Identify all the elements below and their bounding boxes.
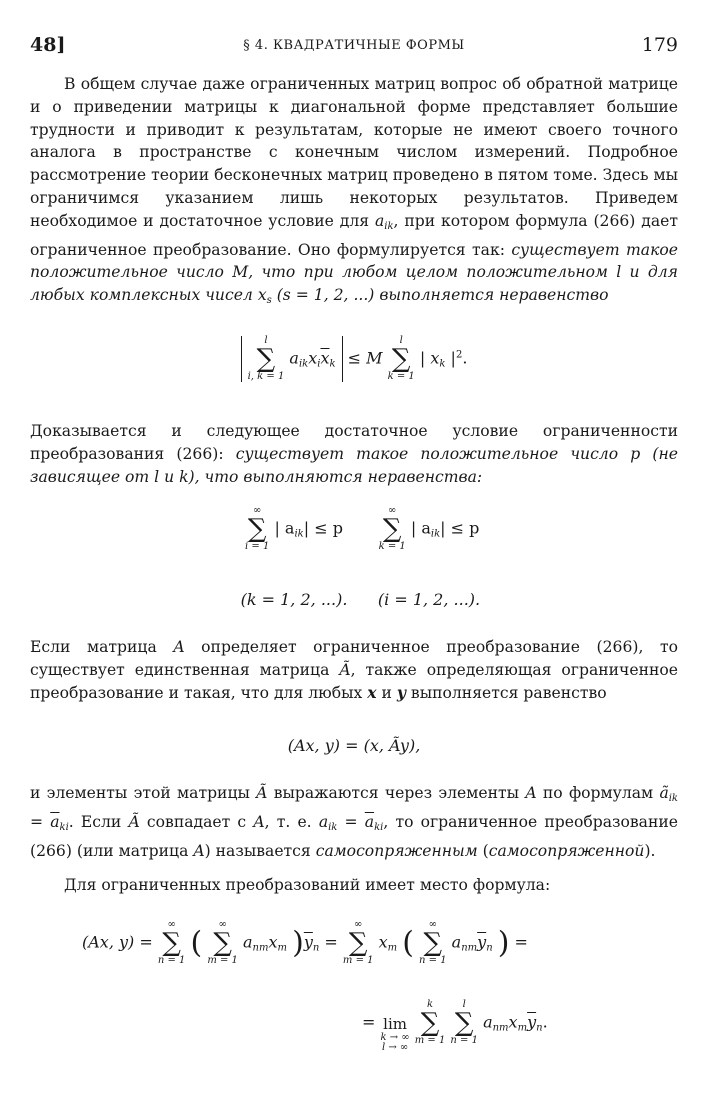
paragraph-1: В общем случае даже ограниченных матриц вопрос об обратной матрице и о приведении матрицы к диагональной форме представляет большие трудности и приводит к результатам, которые не имеют своего точного аналога в пространстве с конечным числом измерений. Подробное рассмотрение теории бесконечных матриц проведено в пятом томе. Здесь мы ограничимся указанием лишь некоторых результатов. Приведем необходимое и достаточное условие для $a_{ik}$, при котором формула (266) дает ограниченное преобразование. Оно формулируется так: существует такое положительное число M, что при любом целом положительном l и для любых комплексных чисел $x_s$ (s = 1, 2, ...) выполняется неравенство [30,75,678,307]
section-number: 48] [30,34,66,56]
adjoint-equality: (Ax, y) = (x, Ãy), [287,736,421,755]
paragraph-5: Для ограниченных преобразований имеет место формула: [64,876,551,894]
condition-sum-rows: ∞ ∑ i = 1 | $a_{ik}| \le p$ [245,505,343,552]
bounded-formula-line-2: = lim k → ∞ l → ∞ k ∑ m = 1 l ∑ n = 1 $a_{nm}x_m\overline{y}_n$. [362,999,548,1053]
paragraph-2: Доказывается и следующее достаточное условие ограниченности преобразования (266): существует такое положительное число p (не зависящее от l и k), что выполняются неравенства: [30,422,678,486]
inequality-boundedness: l ∑ i, k = 1 $a_{ik}x_i\overline{x}_k \le M$ l ∑ k = 1 | $x_k$ $|^2$. [0,336,708,382]
page-number: 179 [641,34,678,56]
condition-range-k: (k = 1, 2, ...). [240,590,348,609]
paragraph-4: и элементы этой матрицы Ã выражаются через элементы A по формулам $ã_{ik} = \overline{a}_{ki}$. Если Ã совпадает с A, т. е. $a_{ik} = \overline{a}_{ki}$, то ограниченное преобразование (266) (или матрица A) называется самосопряженным (самосопряженной). [30,784,678,860]
running-header [30,34,678,60]
condition-sum-columns: ∞ ∑ k = 1 | $a_{ik}| \le p$ [378,505,480,552]
paragraph-3: Если матрица A определяет ограниченное преобразование (266), то существует единственная матрица Ã, также определяющая ограниченное преобразование и такая, что для любых x и y выполняется равенство [30,638,678,702]
running-title: § 4. КВАДРАТИЧНЫЕ ФОРМЫ [243,38,465,53]
bounded-formula-line-1: (Ax, y) = ∞ ∑ n = 1 ( ∞ ∑ m = 1 $a_{nm}x_m$ )$\overline{y}_n$ = ∞ ∑ m = 1 $x_m$ ( ∞ ∑ n = 1 $a_{nm}\overline{y}_n$ ) = [82,919,528,966]
condition-range-i: (i = 1, 2, ...). [377,590,481,609]
